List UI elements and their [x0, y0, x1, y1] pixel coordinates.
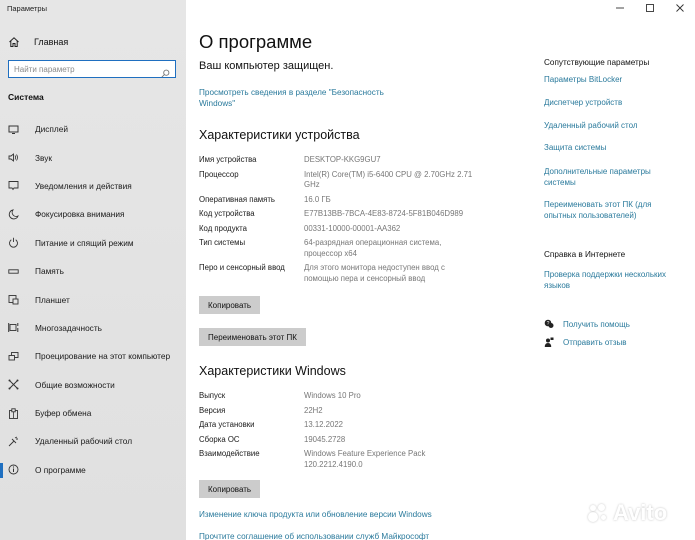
device-specs-heading: Характеристики устройства: [199, 128, 360, 142]
multitasking-icon: [8, 322, 19, 333]
rename-pc-button[interactable]: Переименовать этот ПК: [199, 328, 306, 346]
help-chat-icon: [544, 319, 554, 329]
spec-row: Выпуск Windows 10 Pro: [199, 391, 361, 400]
avito-logo-icon: [588, 503, 610, 523]
sidebar-item-label: Общие возможности: [35, 379, 115, 390]
windows-specs-heading: Характеристики Windows: [199, 364, 346, 378]
spec-row: Код устройства E77B13BB-7BCA-4E83-8724-5F81B046D989: [199, 209, 464, 218]
remote-desktop-icon: [8, 436, 19, 447]
spec-row: Процессор Intel(R) Core(TM) i5-6400 CPU @ 2.70GHz 2.71 GHz: [199, 169, 473, 189]
get-help-link[interactable]: ? Получить помощь: [544, 319, 630, 329]
projecting-icon: [8, 351, 19, 362]
spec-row: Оперативная память 16.0 ГБ: [199, 194, 331, 204]
search-icon[interactable]: [161, 65, 170, 74]
feedback-icon: [544, 337, 554, 347]
sidebar: [0, 0, 186, 540]
notifications-icon: [8, 180, 19, 191]
remote-desktop-link[interactable]: Удаленный рабочий стол: [544, 121, 638, 130]
send-feedback-link[interactable]: Отправить отзыв: [544, 337, 627, 347]
tablet-icon: [8, 294, 19, 305]
sidebar-item-label: Питание и спящий режим: [35, 237, 134, 248]
sidebar-item-tablet[interactable]: [0, 285, 186, 313]
sidebar-item-power[interactable]: [0, 229, 186, 257]
close-button[interactable]: [665, 0, 695, 18]
sidebar-item-label: О программе: [35, 464, 86, 475]
device-manager-link[interactable]: Диспетчер устройств: [544, 98, 623, 107]
sidebar-item-focus-assist[interactable]: [0, 200, 186, 228]
storage-icon: [8, 266, 19, 277]
copy-device-specs-button[interactable]: Копировать: [199, 296, 260, 314]
sidebar-home[interactable]: [8, 34, 68, 50]
rename-pc-advanced-link[interactable]: Переименовать этот ПК (для опытных пользователей): [544, 200, 652, 220]
close-icon: [675, 0, 685, 18]
clipboard-icon: [8, 408, 19, 419]
spec-row: Дата установки 13.12.2022: [199, 420, 344, 429]
sidebar-item-about[interactable]: [0, 456, 186, 484]
sidebar-item-label: Многозадачность: [35, 322, 102, 333]
spec-row: Сборка ОС 19045.2728: [199, 434, 346, 444]
focus-assist-icon: [8, 209, 19, 220]
sidebar-item-label: Планшет: [35, 294, 70, 305]
copy-windows-specs-button[interactable]: Копировать: [199, 480, 260, 498]
sidebar-item-clipboard[interactable]: [0, 399, 186, 427]
spec-row: Взаимодействие Windows Feature Experience Pack 120.2212.4190.0: [199, 449, 426, 469]
advanced-system-settings-link[interactable]: Дополнительные параметры системы: [544, 167, 651, 187]
spec-row: Версия 22H2: [199, 405, 323, 415]
sidebar-item-label: Дисплей: [35, 124, 68, 135]
sidebar-item-sound[interactable]: [0, 143, 186, 171]
change-product-key-link[interactable]: Изменение ключа продукта или обновление версии Windows: [199, 510, 432, 519]
section-label: Система: [8, 92, 44, 102]
sidebar-item-label: Звук: [35, 152, 53, 163]
windows-specs-table: [199, 391, 519, 470]
shared-experiences-icon: [8, 379, 19, 390]
minimize-button[interactable]: [605, 0, 635, 18]
sidebar-item-label: Уведомления и действия: [35, 180, 132, 191]
maximize-icon: [645, 0, 655, 18]
main-content: [186, 0, 526, 540]
windows-security-link[interactable]: Просмотреть сведения в разделе "Безопасность Windows": [199, 88, 384, 108]
display-icon: [8, 124, 19, 135]
info-icon: [8, 464, 19, 475]
sidebar-item-multitasking[interactable]: [0, 314, 186, 342]
sidebar-item-storage[interactable]: [0, 257, 186, 285]
home-icon: [8, 36, 20, 48]
system-protection-link[interactable]: Защита системы: [544, 143, 607, 152]
sidebar-item-label: Буфер обмена: [35, 408, 92, 419]
sidebar-item-remote-desktop[interactable]: [0, 427, 186, 455]
spec-row: Перо и сенсорный ввод Для этого монитора недоступен ввод с помощью пера и сенсорный ввод: [199, 263, 445, 283]
related-settings-heading: Сопутствующие параметры: [544, 58, 650, 67]
online-help-heading: Справка в Интернете: [544, 250, 626, 259]
sidebar-item-label: Удаленный рабочий стол: [35, 436, 133, 447]
language-support-link[interactable]: Проверка поддержки нескольких языков: [544, 270, 666, 290]
avito-watermark: Avito: [588, 500, 667, 526]
window-controls: [605, 0, 695, 18]
home-label: Главная: [34, 37, 69, 47]
sidebar-item-shared-experiences[interactable]: [0, 371, 186, 399]
app-title: Параметры: [7, 4, 47, 13]
sidebar-item-display[interactable]: [0, 115, 186, 143]
power-icon: [8, 237, 19, 248]
device-specs-table: [199, 155, 519, 284]
svg-text:?: ?: [546, 320, 550, 327]
minimize-icon: [615, 0, 625, 18]
maximize-button[interactable]: [635, 0, 665, 18]
related-settings-panel: [544, 0, 695, 540]
protection-status: Ваш компьютер защищен.: [199, 60, 334, 72]
search-input[interactable]: [14, 65, 161, 74]
sidebar-item-projecting[interactable]: [0, 342, 186, 370]
spec-row: Имя устройства DESKTOP-KKG9GU7: [199, 155, 381, 164]
page-title: О программе: [199, 31, 313, 52]
spec-row: Код продукта 00331-10000-00001-AA362: [199, 223, 401, 233]
spec-row: Тип системы 64-разрядная операционная система, процессор x64: [199, 238, 442, 258]
sidebar-item-label: Проецирование на этот компьютер: [35, 351, 171, 362]
sidebar-item-label: Фокусировка внимания: [35, 209, 125, 220]
bitlocker-link[interactable]: Параметры BitLocker: [544, 75, 623, 84]
sidebar-nav: [0, 115, 186, 484]
sidebar-item-label: Память: [35, 266, 64, 277]
search-box[interactable]: [8, 60, 176, 78]
sidebar-item-notifications[interactable]: [0, 172, 186, 200]
services-agreement-link[interactable]: Прочтите соглашение об использовании служб Майкрософт: [199, 532, 430, 540]
sound-icon: [8, 152, 19, 163]
